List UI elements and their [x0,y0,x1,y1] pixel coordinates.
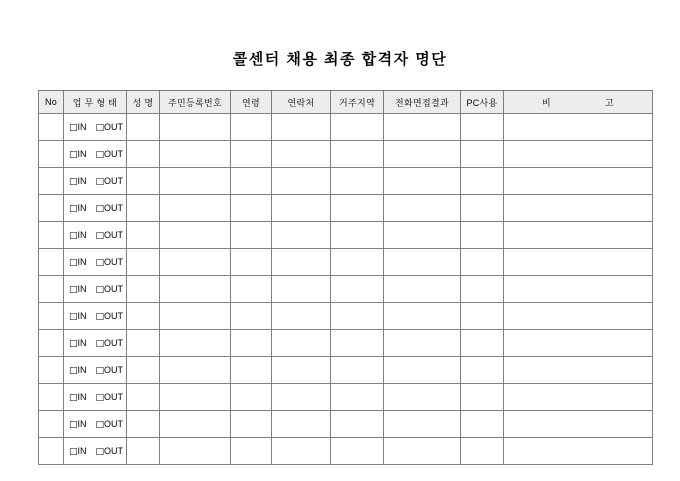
cell-name[interactable] [127,384,160,411]
column-header-remark-part2: 고 [605,97,614,108]
cell-work-type[interactable] [64,438,127,465]
cell-phone-interview-result[interactable] [384,384,461,411]
table-row [39,384,653,411]
cell-pc-usage[interactable] [461,276,504,303]
cell-no[interactable] [39,168,64,195]
checkbox-icon[interactable]: □ [68,392,78,403]
cell-name[interactable] [127,114,160,141]
checkbox-icon[interactable]: □ [68,419,78,430]
cell-name[interactable] [127,411,160,438]
roster-table [38,90,653,465]
column-header-pc-usage: PC사용 [461,91,504,114]
checkbox-out-label: OUT [104,283,124,294]
cell-contact[interactable] [272,222,331,249]
cell-pc-usage[interactable] [461,141,504,168]
cell-remark[interactable] [504,303,653,330]
checkbox-icon[interactable]: □ [95,122,105,133]
checkbox-icon[interactable]: □ [95,392,105,403]
column-header-remark-part1: 비 [542,97,551,108]
cell-no[interactable] [39,303,64,330]
cell-name[interactable] [127,357,160,384]
cell-region[interactable] [331,168,384,195]
cell-region[interactable] [331,303,384,330]
cell-resident-number[interactable] [160,141,231,168]
table-row [39,222,653,249]
checkbox-out[interactable] [94,176,124,187]
checkbox-in[interactable] [67,176,87,187]
checkbox-icon[interactable]: □ [68,149,78,160]
checkbox-in[interactable] [67,446,87,457]
cell-no[interactable] [39,195,64,222]
table-row [39,411,653,438]
column-header-contact: 연락처 [272,91,331,114]
table-body [39,114,653,465]
cell-pc-usage[interactable] [461,195,504,222]
cell-age[interactable] [231,438,272,465]
cell-resident-number[interactable] [160,384,231,411]
cell-region[interactable] [331,411,384,438]
cell-phone-interview-result[interactable] [384,276,461,303]
cell-remark[interactable] [504,168,653,195]
cell-contact[interactable] [272,357,331,384]
cell-region[interactable] [331,249,384,276]
cell-no[interactable] [39,249,64,276]
cell-resident-number[interactable] [160,195,231,222]
checkbox-out-label: OUT [104,364,124,375]
cell-no[interactable] [39,438,64,465]
checkbox-out-label: OUT [104,391,124,402]
cell-phone-interview-result[interactable] [384,249,461,276]
cell-contact[interactable] [272,411,331,438]
table-row [39,195,653,222]
cell-remark[interactable] [504,438,653,465]
cell-region[interactable] [331,330,384,357]
checkbox-icon[interactable]: □ [68,203,78,214]
checkbox-out[interactable] [94,284,124,295]
checkbox-out[interactable] [94,311,124,322]
column-header-remark [504,91,653,114]
cell-age[interactable] [231,141,272,168]
cell-resident-number[interactable] [160,222,231,249]
cell-resident-number[interactable] [160,303,231,330]
roster-table-container [38,90,642,465]
cell-no[interactable] [39,330,64,357]
checkbox-out-label: OUT [104,445,124,456]
cell-phone-interview-result[interactable] [384,411,461,438]
cell-work-type[interactable] [64,303,127,330]
checkbox-in-label: IN [77,283,87,294]
checkbox-out-label: OUT [104,121,124,132]
table-header [39,91,653,114]
cell-age[interactable] [231,411,272,438]
cell-phone-interview-result[interactable] [384,141,461,168]
checkbox-out-label: OUT [104,229,124,240]
cell-pc-usage[interactable] [461,114,504,141]
cell-remark[interactable] [504,141,653,168]
cell-remark[interactable] [504,384,653,411]
checkbox-out[interactable] [94,446,124,457]
cell-pc-usage[interactable] [461,330,504,357]
cell-work-type[interactable] [64,411,127,438]
cell-work-type[interactable] [64,249,127,276]
checkbox-icon[interactable]: □ [95,257,105,268]
checkbox-icon[interactable]: □ [68,257,78,268]
checkbox-out[interactable] [94,419,124,430]
cell-pc-usage[interactable] [461,249,504,276]
cell-phone-interview-result[interactable] [384,303,461,330]
cell-contact[interactable] [272,330,331,357]
cell-phone-interview-result[interactable] [384,114,461,141]
cell-phone-interview-result[interactable] [384,438,461,465]
checkbox-icon[interactable]: □ [68,446,78,457]
table-row [39,330,653,357]
cell-contact[interactable] [272,195,331,222]
checkbox-out[interactable] [94,122,124,133]
cell-region[interactable] [331,276,384,303]
cell-resident-number[interactable] [160,114,231,141]
cell-name[interactable] [127,222,160,249]
checkbox-icon[interactable]: □ [95,203,105,214]
cell-work-type[interactable] [64,195,127,222]
cell-name[interactable] [127,168,160,195]
cell-remark[interactable] [504,195,653,222]
checkbox-out[interactable] [94,230,124,241]
cell-work-type[interactable] [64,168,127,195]
cell-work-type[interactable] [64,330,127,357]
checkbox-in-label: IN [77,121,87,132]
checkbox-icon[interactable]: □ [95,149,105,160]
cell-name[interactable] [127,249,160,276]
cell-age[interactable] [231,249,272,276]
checkbox-in-label: IN [77,418,87,429]
cell-name[interactable] [127,195,160,222]
cell-pc-usage[interactable] [461,222,504,249]
cell-name[interactable] [127,141,160,168]
cell-age[interactable] [231,384,272,411]
checkbox-in-label: IN [77,364,87,375]
table-row [39,357,653,384]
checkbox-out-label: OUT [104,418,124,429]
checkbox-icon[interactable]: □ [95,338,105,349]
checkbox-icon[interactable]: □ [95,311,105,322]
cell-contact[interactable] [272,168,331,195]
cell-remark[interactable] [504,249,653,276]
checkbox-in-label: IN [77,256,87,267]
column-header-resident-number: 주민등록번호 [160,91,231,114]
checkbox-icon[interactable]: □ [68,122,78,133]
checkbox-icon[interactable]: □ [68,284,78,295]
table-row [39,276,653,303]
table-header-row [39,91,653,114]
cell-phone-interview-result[interactable] [384,357,461,384]
cell-remark[interactable] [504,276,653,303]
cell-no[interactable] [39,114,64,141]
cell-remark[interactable] [504,114,653,141]
checkbox-icon[interactable]: □ [95,176,105,187]
cell-region[interactable] [331,384,384,411]
cell-age[interactable] [231,330,272,357]
checkbox-in[interactable] [67,284,87,295]
column-header-no: No [39,91,64,114]
checkbox-icon[interactable]: □ [95,419,105,430]
table-row [39,114,653,141]
page-title: 콜센터 채용 최종 합격자 명단 [232,51,448,68]
cell-name[interactable] [127,303,160,330]
cell-region[interactable] [331,114,384,141]
checkbox-icon[interactable]: □ [68,311,78,322]
cell-name[interactable] [127,438,160,465]
checkbox-in-label: IN [77,202,87,213]
cell-resident-number[interactable] [160,438,231,465]
cell-age[interactable] [231,168,272,195]
cell-name[interactable] [127,276,160,303]
checkbox-in[interactable] [67,338,87,349]
cell-remark[interactable] [504,357,653,384]
cell-no[interactable] [39,357,64,384]
cell-phone-interview-result[interactable] [384,330,461,357]
table-row [39,168,653,195]
cell-contact[interactable] [272,249,331,276]
cell-no[interactable] [39,222,64,249]
cell-resident-number[interactable] [160,330,231,357]
table-row [39,303,653,330]
cell-no[interactable] [39,141,64,168]
cell-phone-interview-result[interactable] [384,195,461,222]
cell-work-type[interactable] [64,114,127,141]
checkbox-out[interactable] [94,392,124,403]
cell-work-type[interactable] [64,276,127,303]
checkbox-in-label: IN [77,148,87,159]
column-header-work-type: 업 무 형 태 [64,91,127,114]
checkbox-in-label: IN [77,229,87,240]
cell-resident-number[interactable] [160,168,231,195]
checkbox-icon[interactable]: □ [95,284,105,295]
cell-pc-usage[interactable] [461,384,504,411]
cell-phone-interview-result[interactable] [384,222,461,249]
cell-age[interactable] [231,276,272,303]
cell-age[interactable] [231,357,272,384]
cell-name[interactable] [127,330,160,357]
cell-work-type[interactable] [64,357,127,384]
cell-work-type[interactable] [64,384,127,411]
checkbox-in[interactable] [67,122,87,133]
checkbox-out-label: OUT [104,310,124,321]
cell-pc-usage[interactable] [461,438,504,465]
cell-age[interactable] [231,114,272,141]
cell-age[interactable] [231,222,272,249]
cell-remark[interactable] [504,330,653,357]
checkbox-in[interactable] [67,419,87,430]
column-header-name: 성 명 [127,91,160,114]
cell-contact[interactable] [272,438,331,465]
checkbox-in-label: IN [77,175,87,186]
cell-age[interactable] [231,303,272,330]
cell-pc-usage[interactable] [461,168,504,195]
cell-remark[interactable] [504,411,653,438]
checkbox-out-label: OUT [104,202,124,213]
checkbox-out[interactable] [94,338,124,349]
checkbox-out-label: OUT [104,148,124,159]
checkbox-in[interactable] [67,311,87,322]
cell-contact[interactable] [272,141,331,168]
table-row [39,438,653,465]
cell-age[interactable] [231,195,272,222]
cell-region[interactable] [331,141,384,168]
cell-region[interactable] [331,438,384,465]
cell-region[interactable] [331,195,384,222]
checkbox-icon[interactable]: □ [95,230,105,241]
checkbox-in[interactable] [67,392,87,403]
cell-phone-interview-result[interactable] [384,168,461,195]
cell-no[interactable] [39,276,64,303]
cell-pc-usage[interactable] [461,411,504,438]
cell-remark[interactable] [504,222,653,249]
checkbox-icon[interactable]: □ [95,365,105,376]
table-row [39,141,653,168]
checkbox-in[interactable] [67,257,87,268]
checkbox-out[interactable] [94,257,124,268]
checkbox-in-label: IN [77,391,87,402]
checkbox-out-label: OUT [104,337,124,348]
cell-contact[interactable] [272,276,331,303]
checkbox-out[interactable] [94,365,124,376]
table-row [39,249,653,276]
checkbox-icon[interactable]: □ [68,230,78,241]
checkbox-icon[interactable]: □ [68,176,78,187]
checkbox-in-label: IN [77,337,87,348]
cell-work-type[interactable] [64,222,127,249]
cell-region[interactable] [331,357,384,384]
checkbox-out-label: OUT [104,256,124,267]
checkbox-out[interactable] [94,149,124,160]
checkbox-in[interactable] [67,230,87,241]
cell-pc-usage[interactable] [461,357,504,384]
checkbox-in[interactable] [67,149,87,160]
checkbox-in-label: IN [77,310,87,321]
cell-contact[interactable] [272,303,331,330]
checkbox-icon[interactable]: □ [68,338,78,349]
cell-pc-usage[interactable] [461,303,504,330]
checkbox-in[interactable] [67,365,87,376]
cell-no[interactable] [39,384,64,411]
cell-contact[interactable] [272,384,331,411]
cell-work-type[interactable] [64,141,127,168]
column-header-age: 연령 [231,91,272,114]
cell-region[interactable] [331,222,384,249]
column-header-region: 거주지역 [331,91,384,114]
column-header-phone-interview-result: 전화면접결과 [384,91,461,114]
cell-resident-number[interactable] [160,411,231,438]
checkbox-out-label: OUT [104,175,124,186]
cell-resident-number[interactable] [160,276,231,303]
checkbox-icon[interactable]: □ [95,446,105,457]
checkbox-in-label: IN [77,445,87,456]
checkbox-icon[interactable]: □ [68,365,78,376]
cell-contact[interactable] [272,114,331,141]
checkbox-out[interactable] [94,203,124,214]
cell-resident-number[interactable] [160,249,231,276]
cell-resident-number[interactable] [160,357,231,384]
cell-no[interactable] [39,411,64,438]
checkbox-in[interactable] [67,203,87,214]
